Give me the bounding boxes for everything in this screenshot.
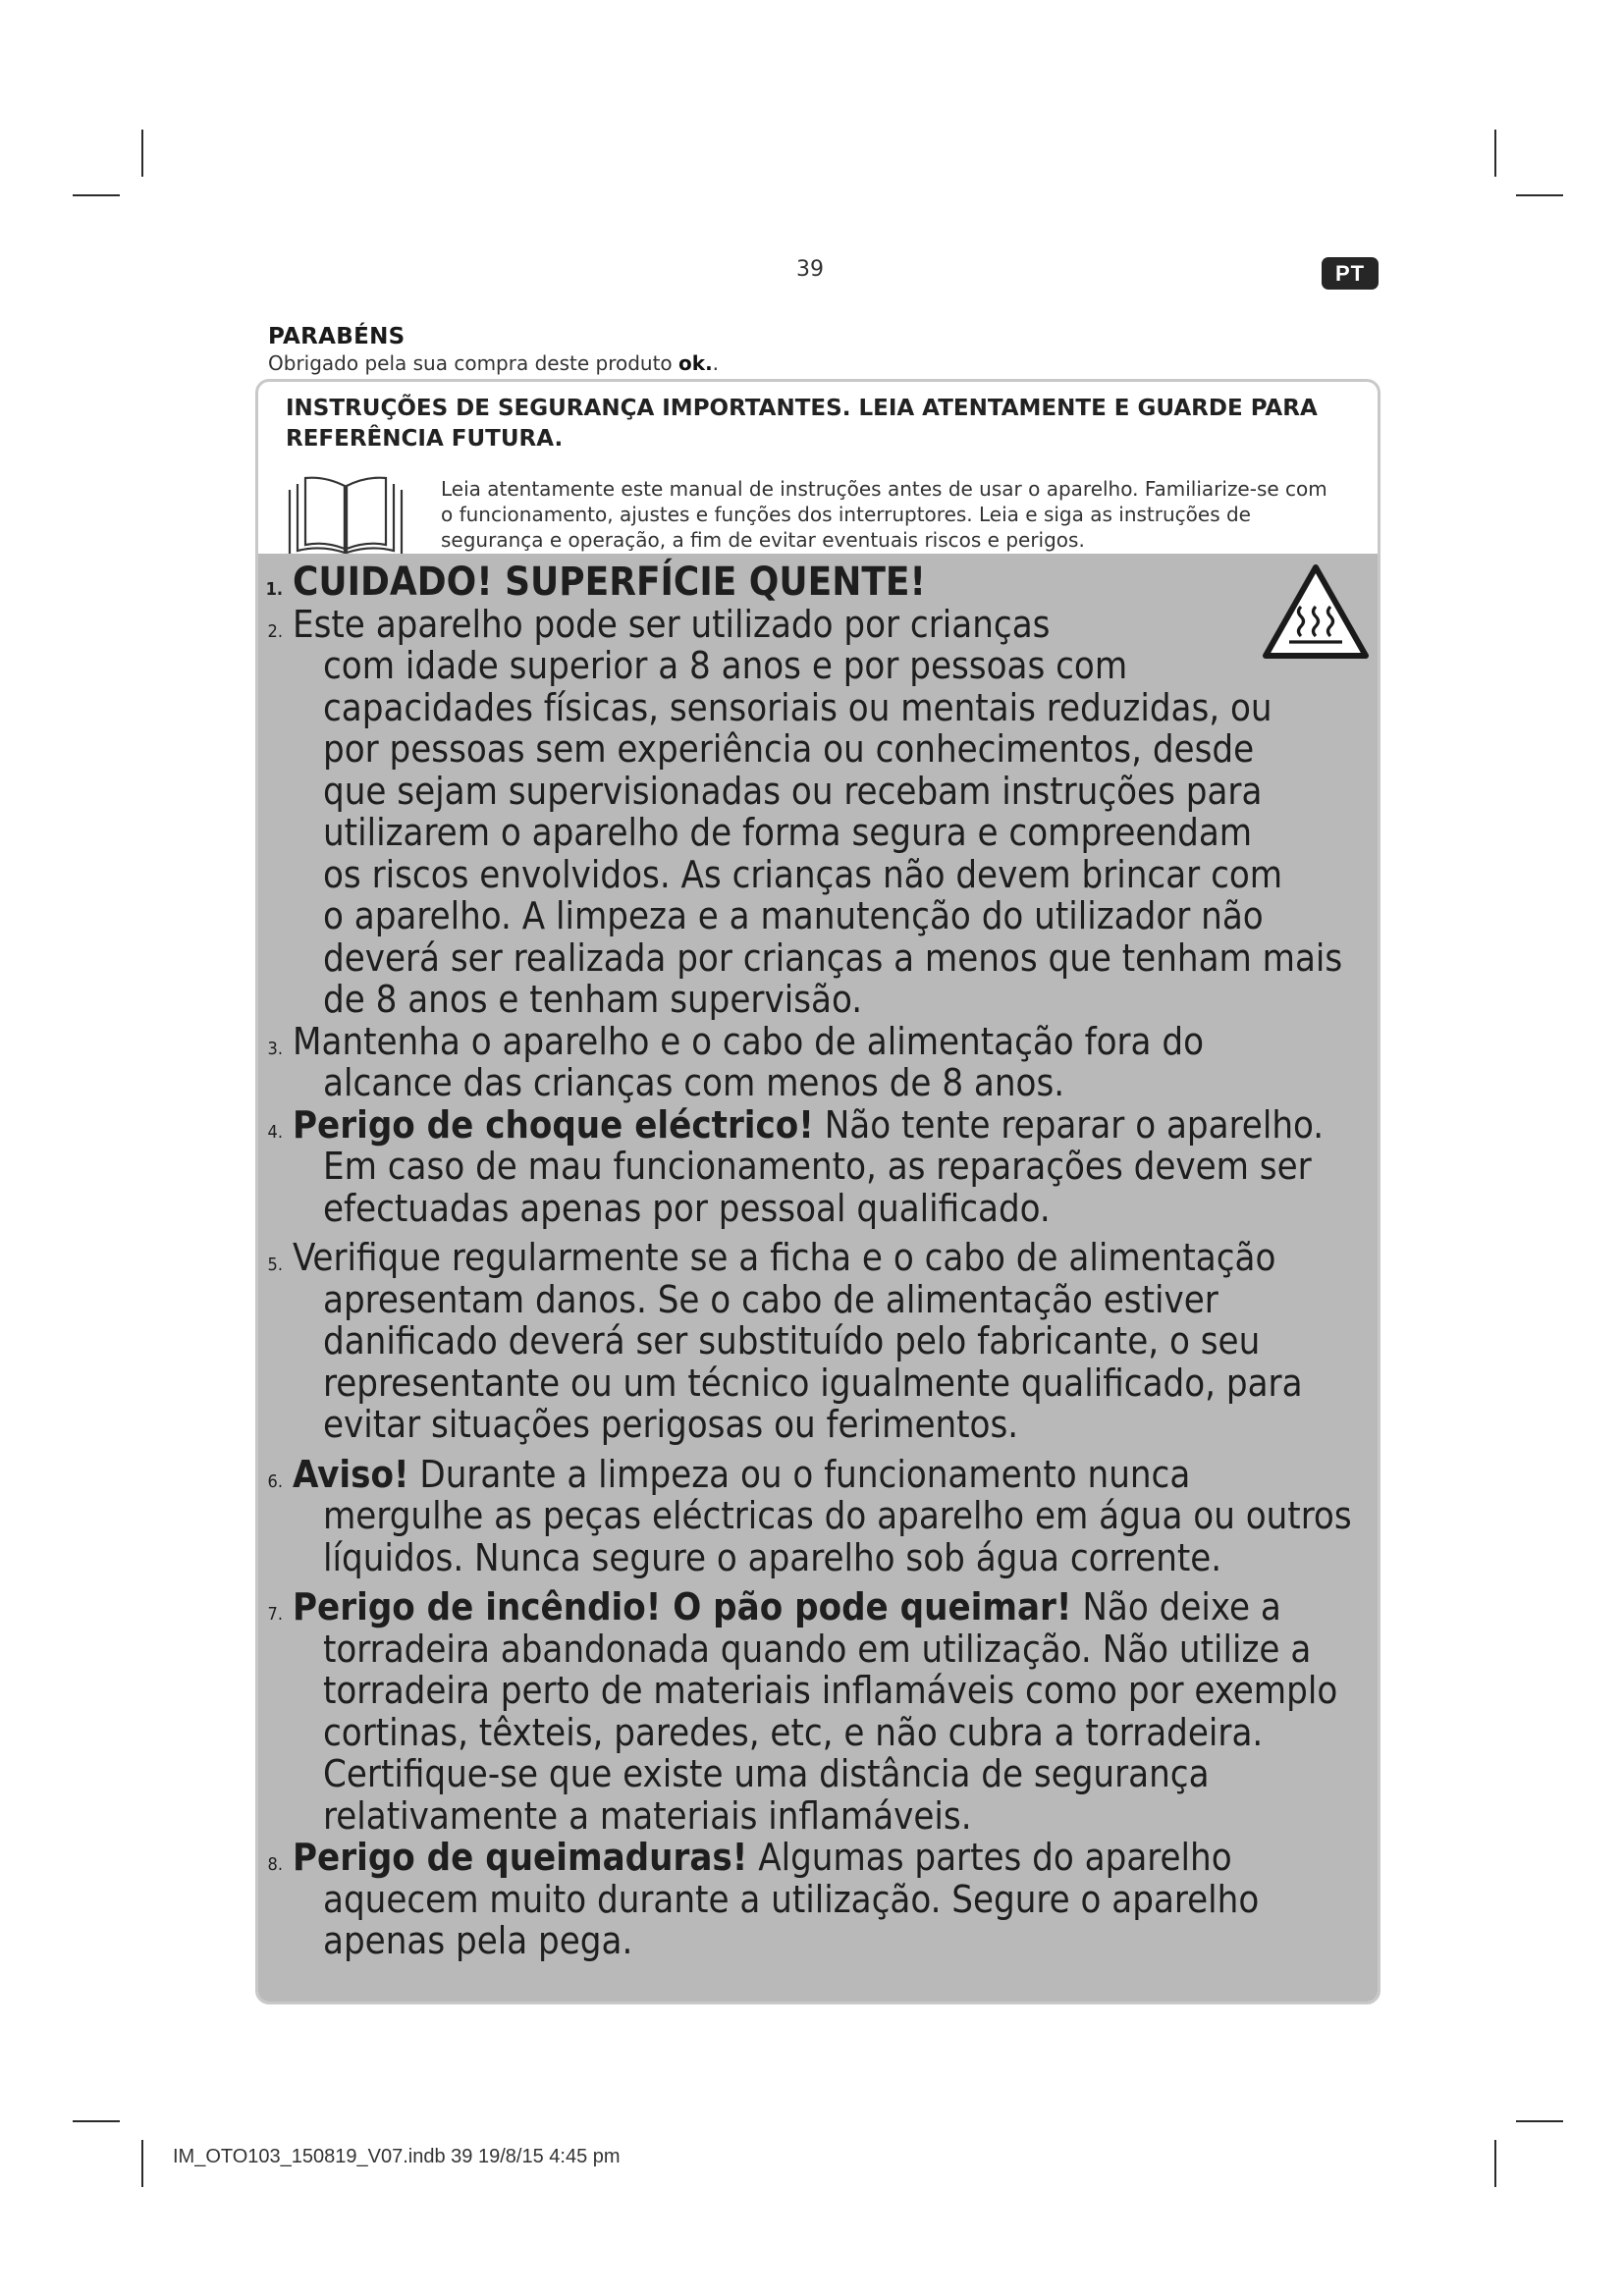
item-heading: Perigo de incêndio! O pão pode queimar! (293, 1585, 1072, 1629)
item-line: Certifique-se que existe uma distância de segurança (323, 1752, 1210, 1795)
item-line: relativamente a materiais inflamáveis. (323, 1793, 972, 1838)
item-line: mergulhe as peças eléctricas do aparelho em água ou outros (323, 1494, 1352, 1537)
item-line: evitar situações perigosas ou ferimentos. (323, 1403, 1019, 1446)
item-number: 3. (267, 1038, 283, 1059)
item-heading: Perigo de queimaduras! (293, 1836, 748, 1879)
warning-item-7 (258, 1586, 1378, 1837)
item-line: cortinas, têxteis, paredes, etc, e não cubra a torradeira. (323, 1710, 1264, 1754)
item-line: por pessoas sem experiência ou conhecimentos, desde (323, 727, 1255, 771)
item-line: com idade superior a 8 anos e por pessoas com (323, 644, 1128, 687)
item-line: apenas pela pega. (323, 1919, 633, 1962)
language-badge: PT (1322, 257, 1379, 290)
item-line: de 8 anos e tenham supervisão. (323, 978, 863, 1021)
item-line: efectuadas apenas por pessoal qualificado. (323, 1186, 1051, 1230)
page-number: 39 (796, 257, 824, 282)
item-first-line (293, 1454, 1368, 1496)
item-line: danificado deverá ser substituído pelo fabricante, o seu (323, 1319, 1261, 1362)
item-first-line (293, 1104, 1368, 1147)
warning-item-1 (258, 561, 1378, 604)
item-heading: Aviso! (293, 1452, 409, 1496)
item-number: 2. (267, 620, 283, 642)
item-line: torradeira abandonada quando em utilização. Não utilize a (323, 1627, 1312, 1671)
item-heading: Perigo de choque eléctrico! (293, 1102, 814, 1147)
item-first-line (293, 1837, 1368, 1879)
warning-item-6 (258, 1454, 1378, 1579)
item-line: deverá ser realizada por crianças a menos que tenham mais (323, 935, 1343, 980)
item-line: utilizarem o aparelho de forma segura e compreendam (323, 811, 1253, 854)
crop-mark (1494, 130, 1496, 177)
crop-mark (73, 194, 120, 196)
warning-list (258, 554, 1378, 1962)
item-line: capacidades físicas, sensoriais ou mentais reduzidas, ou (323, 685, 1272, 729)
congrats-title: PARABÉNS (268, 324, 406, 349)
item-line: aquecem muito durante a utilização. Segure o aparelho (323, 1877, 1260, 1921)
item-line: Em caso de mau funcionamento, as reparações devem ser (323, 1145, 1312, 1188)
congrats-text-suffix: . (712, 351, 720, 375)
item-first-line (293, 1586, 1368, 1629)
warnings-area (258, 554, 1378, 2002)
congrats-text-prefix: Obrigado pela sua compra deste produto (268, 351, 679, 375)
item-line: líquidos. Nunca segure o aparelho sob água corrente. (323, 1535, 1222, 1579)
warning-item-5 (258, 1237, 1378, 1446)
item-line: Verifique regularmente se a ficha e o cabo de alimentação (293, 1236, 1276, 1279)
warning-item-3 (258, 1021, 1378, 1104)
item-line: que sejam supervisionadas ou recebam instruções para (323, 769, 1263, 813)
crop-mark (1516, 194, 1563, 196)
item-line: Algumas partes do aparelho (747, 1836, 1232, 1879)
warning-item-4 (258, 1104, 1378, 1230)
print-footer: IM_OTO103_150819_V07.indb 39 19/8/15 4:45 pm (173, 2146, 621, 2167)
congrats-text (268, 350, 719, 376)
safety-header: INSTRUÇÕES DE SEGURANÇA IMPORTANTES. LEIA ATENTAMENTE E GUARDE PARA REFERÊNCIA FUTURA. (286, 396, 1318, 452)
item-line: Durante a limpeza ou o funcionamento nunca (408, 1452, 1191, 1496)
warning-item-2 (258, 604, 1378, 1021)
item-line: Este aparelho pode ser utilizado por crianças (293, 602, 1051, 646)
item-line: os riscos envolvidos. As crianças não devem brincar com (323, 852, 1283, 896)
item-number: 4. (267, 1121, 283, 1143)
safety-intro-text: Leia atentamente este manual de instruções antes de usar o aparelho. Familiarize-se com o funcionamento, ajustes e funções dos interruptores. Leia e siga as instruções de segurança e operação, a fim de evitar eventuais riscos e perigos. (441, 477, 1327, 552)
item-line: alcance das crianças com menos de 8 anos. (323, 1061, 1065, 1104)
crop-mark (141, 2140, 143, 2187)
item-line: apresentam danos. Se o cabo de alimentação estiver (323, 1277, 1218, 1321)
manual-book-icon (286, 472, 406, 562)
item-line: o aparelho. A limpeza e a manutenção do utilizador não (323, 894, 1264, 937)
item-number: 5. (267, 1255, 283, 1275)
congrats-section (268, 323, 719, 376)
item-line: Mantenha o aparelho e o cabo de alimentação fora do (293, 1019, 1204, 1063)
item-line: torradeira perto de materiais inflamáveis como por exemplo (323, 1669, 1338, 1712)
item-line: representante ou um técnico igualmente qualificado, para (323, 1361, 1303, 1405)
item-heading: CUIDADO! SUPERFÍCIE QUENTE! (293, 560, 926, 605)
item-line: Não deixe a (1071, 1585, 1281, 1629)
brand-name: ok. (678, 351, 713, 375)
item-line: Não tente reparar o aparelho. (813, 1102, 1325, 1147)
safety-panel (255, 379, 1380, 2004)
warning-item-8 (258, 1837, 1378, 1962)
crop-mark (1516, 2120, 1563, 2122)
item-number: 1. (265, 579, 283, 600)
item-number: 8. (267, 1854, 283, 1875)
item-number: 7. (267, 1604, 283, 1625)
crop-mark (73, 2120, 120, 2122)
crop-mark (1494, 2140, 1496, 2187)
crop-mark (141, 130, 143, 177)
item-number: 6. (267, 1470, 283, 1492)
